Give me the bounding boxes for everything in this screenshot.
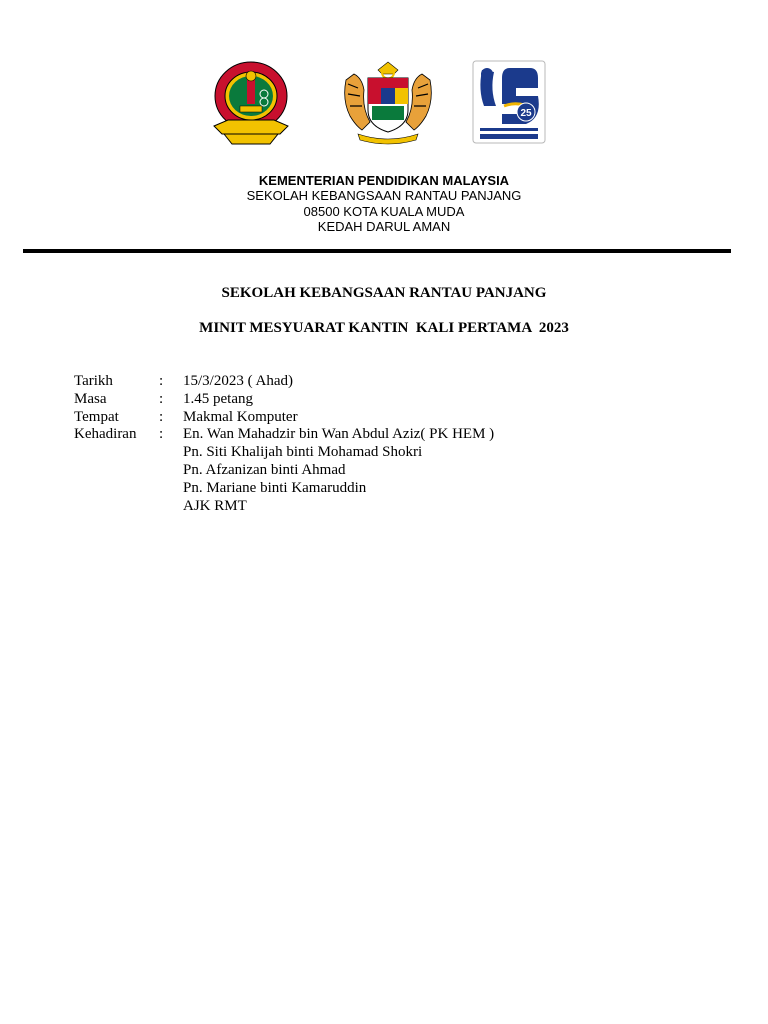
malaysia-coat-of-arms-logo xyxy=(340,60,436,146)
detail-row-attendance xyxy=(74,426,494,444)
time-colon: : xyxy=(159,390,164,407)
time-label: Masa xyxy=(74,390,107,407)
header-divider xyxy=(23,249,731,253)
place-colon: : xyxy=(159,408,164,425)
date-value: 15/3/2023 ( Ahad) xyxy=(183,373,293,389)
date-colon: : xyxy=(159,373,164,389)
school-crest-logo xyxy=(210,58,292,148)
anniversary-25-logo xyxy=(472,60,546,144)
school-name-line: SEKOLAH KEBANGSAAN RANTAU PANJANG xyxy=(246,188,522,203)
meeting-details xyxy=(74,373,494,515)
attendee-item: En. Wan Mahadzir bin Wan Abdul Aziz( PK HEM ) xyxy=(183,426,495,443)
ministry-heading: KEMENTERIAN PENDIDIKAN MALAYSIA xyxy=(258,173,510,188)
attendee-item: Pn. Afzanizan binti Ahmad xyxy=(183,461,346,478)
postcode-line: 08500 KOTA KUALA MUDA xyxy=(303,204,465,219)
state-line: KEDAH DARUL AMAN xyxy=(317,219,451,234)
attendee-item: Pn. Mariane binti Kamaruddin xyxy=(183,479,367,496)
svg-text:25: 25 xyxy=(520,108,532,119)
attendee-item: Pn. Siti Khalijah binti Mohamad Shokri xyxy=(183,444,423,461)
time-value: 1.45 petang xyxy=(183,390,253,407)
school-title: SEKOLAH KEBANGSAAN RANTAU PANJANG xyxy=(221,285,547,301)
meeting-title: MINIT MESYUARAT KANTIN KALI PERTAMA 2023 xyxy=(199,320,569,336)
attendance-colon: : xyxy=(159,426,164,443)
detail-row-date xyxy=(74,373,494,391)
detail-row-time xyxy=(74,391,494,409)
place-label: Tempat xyxy=(74,408,119,425)
date-label: Tarikh xyxy=(74,373,113,389)
detail-row-place xyxy=(74,409,494,427)
attendance-label: Kehadiran xyxy=(74,426,137,443)
place-value: Makmal Komputer xyxy=(183,408,298,425)
attendee-item: AJK RMT xyxy=(183,497,247,514)
